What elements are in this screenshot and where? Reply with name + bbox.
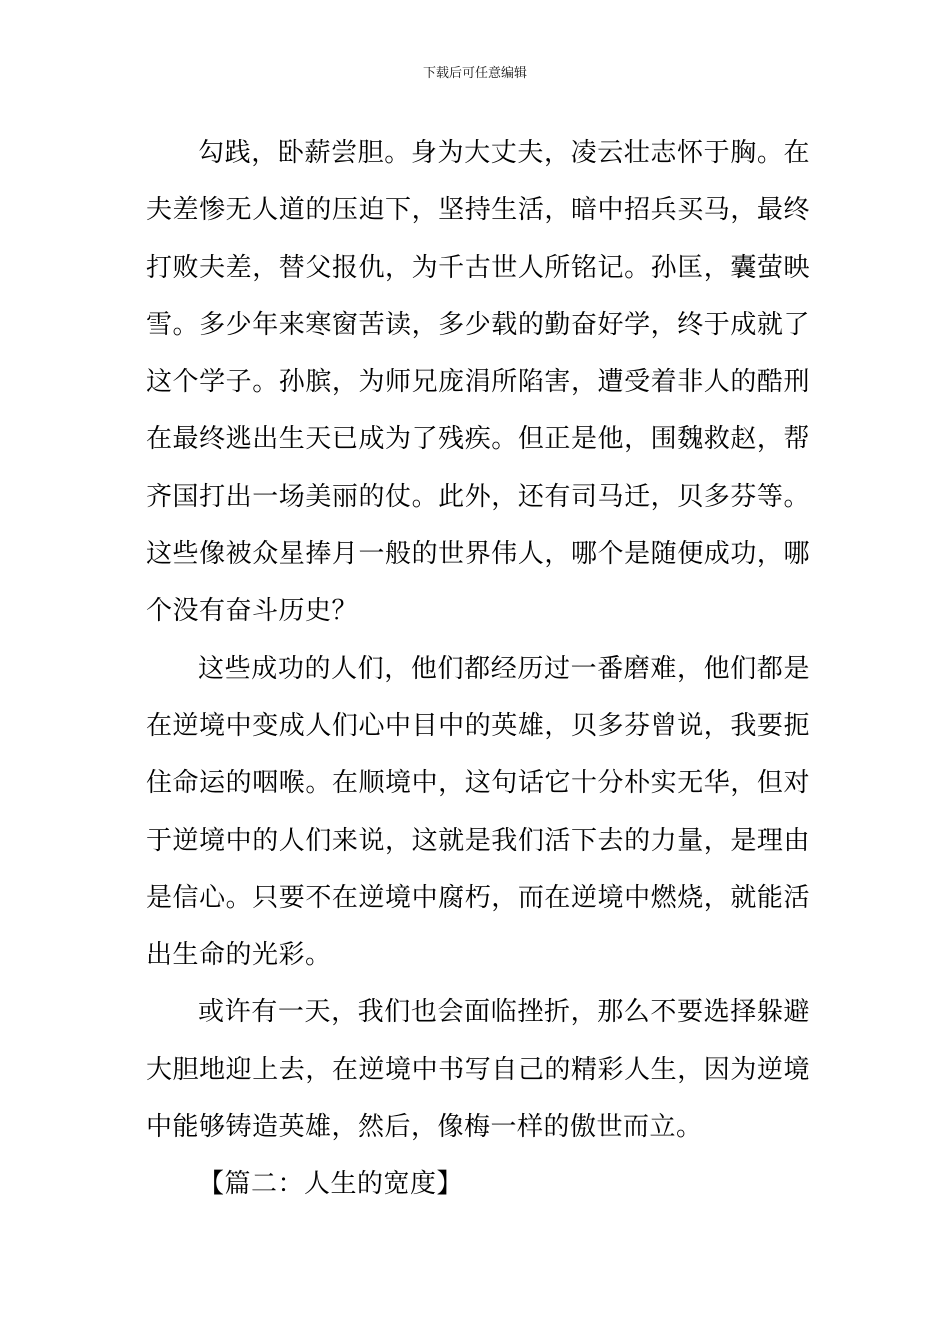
section-title: 【篇二：人生的宽度】 <box>198 1169 464 1200</box>
page-header: 下载后可任意编辑 <box>422 66 527 81</box>
document-body <box>146 125 810 1214</box>
paragraph: 这些成功的人们，他们都经历过一番磨难，他们都是在逆境中变成人们心中目中的英雄，贝多芬曾说，我要扼住命运的咽喉。在顺境中，这句话它十分朴实无华，但对于逆境中的人们来说，这就是我们活下去的力量，是理由是信心。只要不在逆境中腐朽，而在逆境中燃烧，就能活出生命的光彩。 <box>146 653 810 971</box>
paragraph: 或许有一天，我们也会面临挫折，那么不要选择躲避大胆地迎上去，在逆境中书写自己的精彩人生，因为逆境中能够铸造英雄，然后，像梅一样的傲世而立。 <box>146 997 810 1143</box>
paragraph: 勾践，卧薪尝胆。身为大丈夫，凌云壮志怀于胸。在夫差惨无人道的压迫下，坚持生活，暗中招兵买马，最终打败夫差，替父报仇，为千古世人所铭记。孙匡，囊萤映雪。多少年来寒窗苦读，多少载的勤奋好学，终于成就了这个学子。孙膑，为师兄庞涓所陷害，遭受着非人的酷刑在最终逃出生天已成为了残疾。但正是他，围魏救赵，帮齐国打出一场美丽的仗。此外，还有司马迁，贝多芬等。这些像被众星捧月一般的世界伟人，哪个是随便成功，哪个没有奋斗历史？ <box>146 138 810 627</box>
